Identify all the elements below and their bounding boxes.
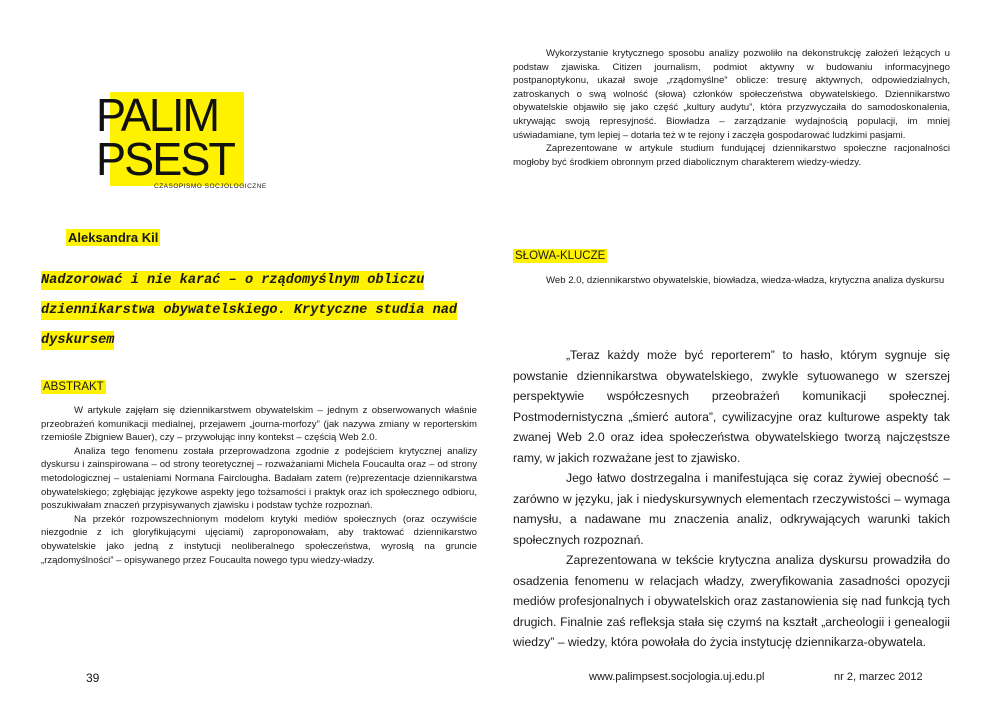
article-title: [41, 266, 477, 356]
journal-url: www.palimpsest.socjologia.uj.edu.pl: [589, 671, 765, 683]
abstract-text: [41, 404, 477, 567]
abstract-continuation: [513, 47, 950, 169]
article-title-text: Nadzorować i nie karać – o rządomyślnym obliczu dziennikarstwa obywatelskiego. Krytyczne studia nad dyskursem: [41, 273, 458, 348]
body-paragraph: Zaprezentowana w tekście krytyczna analiza dyskursu prowadziła do osadzenia fenomenu w relacjach władzy, zweryfikowania zasadności opozycji mediów profesjonalnych i obywatelskich oraz zastanowienia się nad funkcją tych drugich. Finalnie zaś refleksja stała się czymś na kształt „archeologii i genealogii wiedzy” – wiedzy, która powołała do życia instytucję dziennikarza-obywatela.: [513, 553, 950, 649]
keywords-text: [513, 274, 950, 288]
logo-line-2: PSEST: [96, 133, 235, 185]
abstract-paragraph: Zaprezentowane w artykule studium fundującej dziennikarstwo społeczne racjonalności mogłoby być środkiem obronnym przed diabolicznym charakterem wiedzy-wiedzy.: [513, 143, 950, 168]
logo-line-1: PALIM: [96, 89, 219, 141]
abstract-heading: ABSTRAKT: [43, 381, 104, 393]
keywords-list: Web 2.0, dziennikarstwo obywatelskie, biowładza, wiedza-władza, krytyczna analiza dyskursu: [546, 275, 945, 286]
page-number: 39: [86, 671, 100, 685]
author-name: Aleksandra Kil: [68, 230, 159, 245]
issue-info: nr 2, marzec 2012: [834, 671, 923, 683]
abstract-paragraph: Na przekór rozpowszechnionym modelom krytyki mediów społecznych (oraz oczywiście niezgodnie z ich gloryfikującymi ujęciami) zaproponowałam, aby traktować dziennikarstwo obywatelskie jako jedną z instytucji neoliberalnego społeczeństwa, wyrosłą na gruncie „rządomyślności” – opisywanego przez Foucaulta nowego typu wiedzy-władzy.: [41, 513, 477, 566]
body-paragraph: Jego łatwo dostrzegalna i manifestująca się coraz żywiej obecność – zarówno w języku, jak i niedyskursywnych elementach rzeczywistości – wymaga namysłu, a nadawane mu znaczenia analiz, odkrywających warunki takich społecznych rozpoznań.: [513, 471, 950, 547]
abstract-paragraph: Analiza tego fenomenu została przeprowadzona zgodnie z podejściem krytycznej analizy dyskursu i zainspirowana – od strony teoretycznej – rozważaniami Michela Foucaulta oraz – od strony metodologicznej – ustaleniami Normana Fairclougha. Badałam zatem (re)prezentacje dziennikarstwa obywatelskiego; zgłębiając językowe aspekty jego tożsamości i praktyk oraz ich społecznego odbioru, poszukiwałam znaczeń przypisywanych zjawisku i podstaw tychże rozpoznań.: [41, 445, 477, 512]
body-paragraph: „Teraz każdy może być reporterem” to hasło, którym sygnuje się powstanie dziennikarstwa obywatelskiego, zwykle sytuowanego w szerszej perspektywie współczesnych przeobrażeń komunikacji społecznej. Postmodernistyczna „śmierć autora”, cywilizacyjne oraz kulturowe aspekty tak zwanej Web 2.0 oraz idea społeczeństwa obywatelskiego tworzą najczęstsze ramy, w jakich rozważane jest to zjawisko.: [513, 348, 950, 465]
keywords-heading: SŁOWA-KLUCZE: [515, 250, 606, 262]
logo-subtitle: CZASOPISMO SOCJOLOGICZNE: [154, 183, 267, 190]
article-body: [513, 345, 950, 653]
abstract-paragraph: W artykule zajęłam się dziennikarstwem obywatelskim – jednym z obserwowanych właśnie przeobrażeń komunikacji medialnej, przejawem „journa-morfozy” (jak nazywa zmiany w reporterskim rzemiośle Zbigniew Bauer), czy – przywołując inny kontekst – częścią Web 2.0.: [41, 405, 477, 444]
abstract-paragraph: Wykorzystanie krytycznego sposobu analizy pozwoliło na dekonstrukcję założeń leżących u podstaw zjawiska. Citizen journalism, podmiot aktywny w budowaniu informacyjnego postpanoptykonu, ukazał swoje „rządomyślne” oblicze: tresurę aktywnych, odpowiedzialnych, zatroskanych o swą wolność (słowa) członków społeczeństwa obywatelskiego. Dziennikarstwo obywatelskie objawiło się jako część „kultury audytu”, która przyzwyczaiła do samodoskonalenia, ukrywając swoją represyjność. Biowładza – zarządzanie wydajnością populacji, im mniej uświadamiane, tym lepiej – dotarła też w te rejony i zaczęła gospodarować ludzkimi pasjami.: [513, 48, 950, 141]
